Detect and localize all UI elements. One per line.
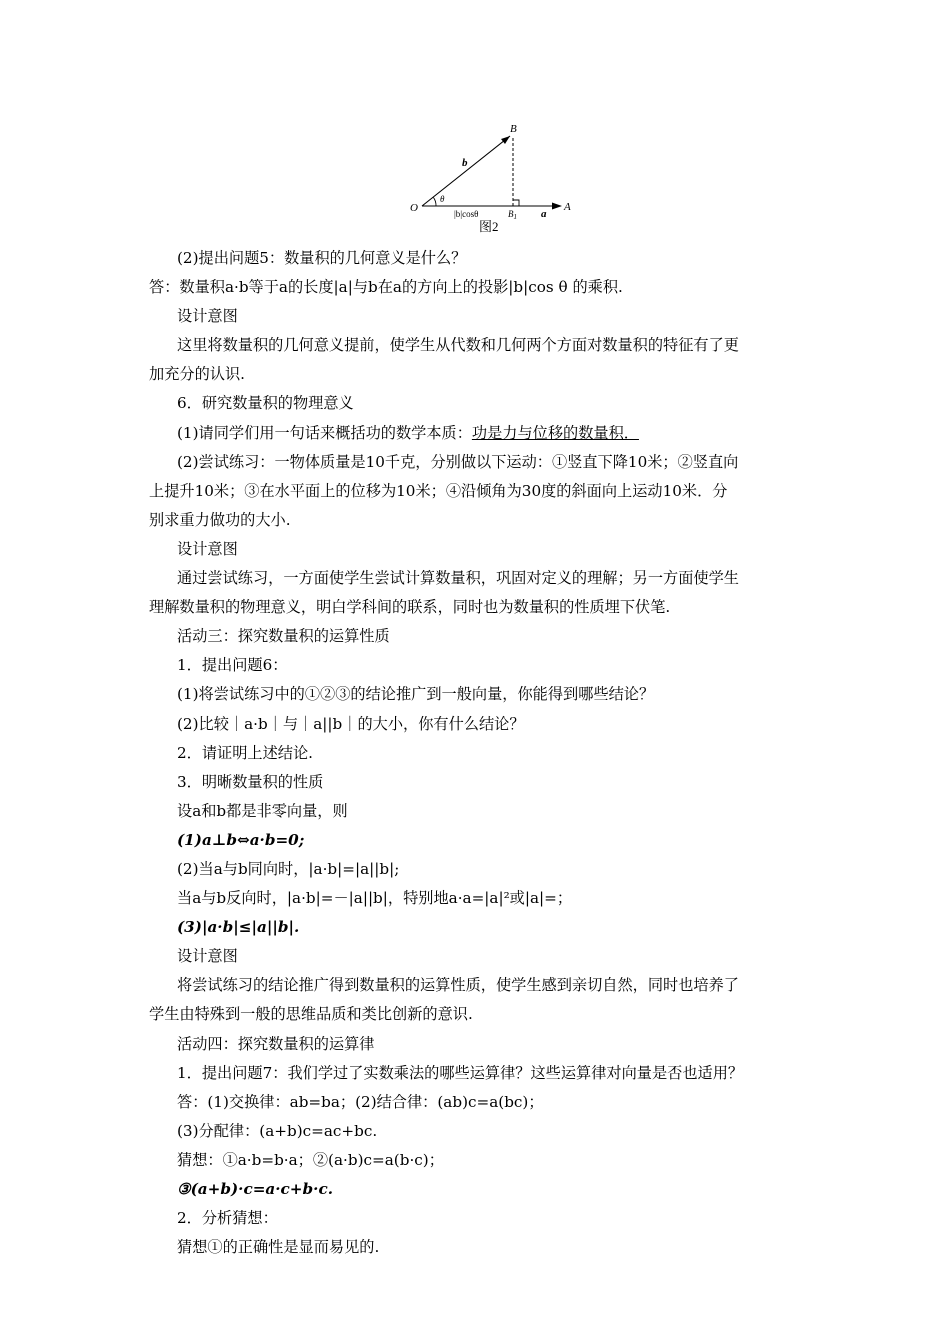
- text-line: 3．明晰数量积的性质: [177, 772, 324, 791]
- vector-a-arrowhead: [552, 203, 562, 210]
- section-heading: 设计意图: [177, 947, 238, 966]
- text-line: 将尝试练习的结论推广得到数量积的运算性质，使学生感到亲切自然，同时也培养了: [177, 976, 739, 995]
- text-line: [177, 419, 817, 448]
- formula-line: 当a与b反向时，|a·b|=－|a||b|，特别地a·a=|a|²或|a|=；: [177, 889, 573, 908]
- text-line: 2．请证明上述结论.: [177, 743, 313, 762]
- label-vector-b: b: [462, 157, 468, 169]
- text-line: (2)尝试练习：一物体质量是10千克，分别做以下运动：①竖直下降10米；②竖直向: [177, 452, 739, 471]
- vector-b-arrowhead: [501, 136, 510, 144]
- text-line: 理解数量积的物理意义，明白学科间的联系，同时也为数量积的性质埋下伏笔.: [149, 598, 671, 617]
- text-line: 通过尝试练习，一方面使学生尝试计算数量积，巩固对定义的理解；另一方面使学生: [177, 569, 739, 588]
- right-angle-mark: [513, 200, 519, 206]
- text-line: 上提升10米；③在水平面上的位移为10米；④沿倾角为30度的斜面向上运动10米．分: [149, 481, 728, 500]
- label-vector-a: a: [541, 208, 547, 220]
- text-line: (2)比较｜a·b｜与｜a||b｜的大小，你有什么结论？: [177, 714, 525, 733]
- document-body: [149, 244, 817, 1262]
- section-heading: 活动三：探究数量积的运算性质: [177, 627, 390, 646]
- formula-line: (3)|a·b|≤|a||b|.: [177, 918, 300, 937]
- label-theta: θ: [440, 194, 445, 204]
- text-line: 这里将数量积的几何意义提前，使学生从代数和几何两个方面对数量积的特征有了更: [177, 336, 739, 355]
- text-line: 2．分析猜想：: [177, 1209, 278, 1228]
- angle-arc: [434, 198, 437, 207]
- vector-b-line: [422, 136, 510, 206]
- text-line: (2)提出问题5：数量积的几何意义是什么？: [177, 249, 467, 267]
- text-line: 1．提出问题7：我们学过了实数乘法的哪些运算律？这些运算律对向量是否也适用？: [177, 1063, 744, 1082]
- section-heading: 设计意图: [177, 307, 238, 326]
- text-line: 加充分的认识.: [149, 365, 245, 384]
- figure-caption: 图2: [479, 219, 499, 234]
- label-A: A: [564, 201, 571, 213]
- text-line: 学生由特殊到一般的思维品质和类比创新的意识.: [149, 1005, 473, 1024]
- text-line: 别求重力做功的大小.: [149, 510, 291, 529]
- section-heading: 设计意图: [177, 539, 238, 558]
- section-heading: 6．研究数量积的物理意义: [177, 394, 354, 413]
- label-B1: $B_1$: [508, 209, 517, 221]
- section-heading: 活动四：探究数量积的运算律: [177, 1034, 375, 1053]
- text-line: 1．提出问题6：: [177, 656, 288, 675]
- text-line: 设a和b都是非零向量，则: [177, 801, 348, 820]
- vector-projection-figure: [400, 118, 590, 238]
- formula-line: (1)a⊥b⇔a·b=0;: [177, 830, 305, 849]
- text-line: 答：数量积a·b等于a的长度|a|与b在a的方向上的投影|b|cos θ 的乘积.: [149, 278, 623, 297]
- label-O: O: [410, 202, 418, 214]
- text-line: 答：(1)交换律：ab=ba；(2)结合律：(ab)c=a(bc)；: [177, 1092, 544, 1111]
- text-line: 猜想①的正确性是显而易见的.: [177, 1238, 380, 1257]
- label-B: B: [510, 123, 517, 135]
- formula-line: 猜想：①a·b=b·a；②(a·b)c=a(b·c)；: [177, 1150, 444, 1169]
- text-span: (1)请同学们用一句话来概括功的数学本质：: [177, 423, 472, 442]
- text-line: (1)将尝试练习中的①②③的结论推广到一般向量，你能得到哪些结论？: [177, 685, 655, 704]
- text-line: (3)分配律：(a+b)c=ac+bc.: [177, 1121, 378, 1140]
- underlined-answer: 功是力与位移的数量积．: [471, 423, 639, 442]
- formula-line: ③(a+b)·c=a·c+b·c.: [177, 1180, 333, 1198]
- label-projection: |b|cosθ: [454, 209, 479, 219]
- formula-line: (2)当a与b同向时，|a·b|=|a||b|;: [177, 859, 400, 878]
- projection-diagram: [400, 118, 590, 238]
